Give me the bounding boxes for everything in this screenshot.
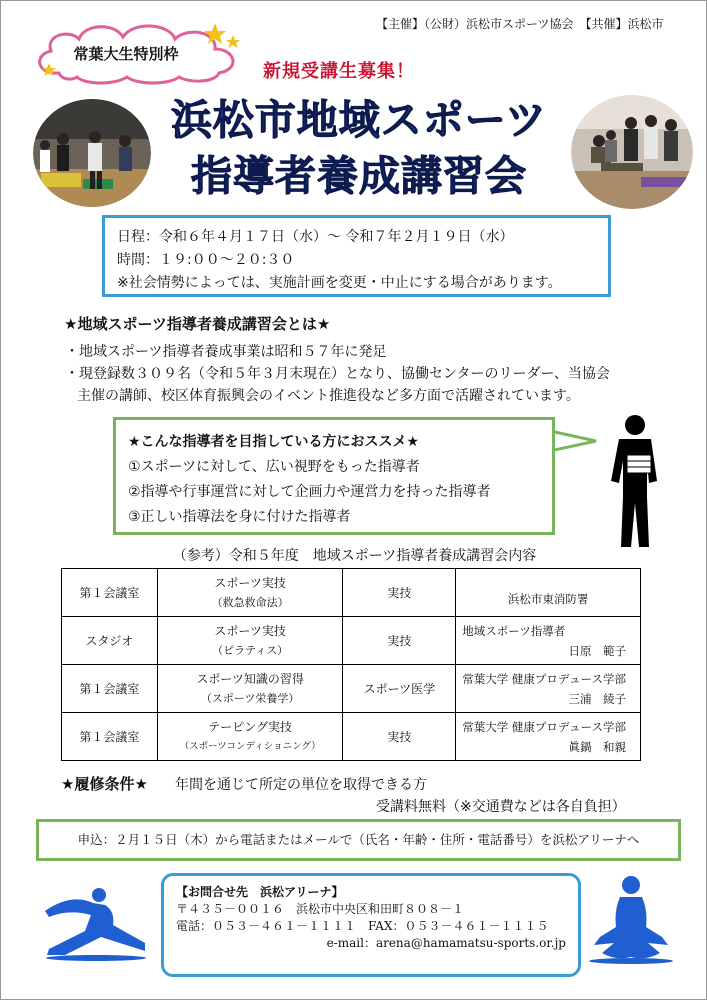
coach-silhouette-icon <box>597 411 669 551</box>
apply-box <box>36 819 681 861</box>
about-line: ・現登録数３０９名（令和５年３月末現在）となり、協働センターのリーダー、当協会 <box>65 366 610 382</box>
type-cell: 実技 <box>343 713 456 761</box>
instructor-name: 眞鍋 和親 <box>568 739 626 754</box>
topic-cell <box>157 617 343 665</box>
instructor-org: 常葉大学 健康プロデュース学部 <box>462 671 626 686</box>
table-row <box>62 665 641 713</box>
bubble-tail <box>550 427 598 455</box>
recruit-heading: 新規受講生募集！ <box>263 61 415 82</box>
requirements-text: 年間を通じて所定の単位を取得できる方 <box>175 777 427 793</box>
topic-text: スポーツ知識の習得 <box>196 671 304 686</box>
instructor-org: 常葉大学 健康プロデュース学部 <box>462 719 626 734</box>
topic-sub-text: （スポーツコンディショニング） <box>179 740 321 752</box>
recommend-item: ①スポーツに対して、広い視野をもった指導者 <box>128 459 420 475</box>
table-row <box>62 569 641 617</box>
schedule-time: 時間：１９:００～２０:３０ <box>117 252 295 268</box>
main-title-line1: 浜松市地域スポーツ <box>170 96 548 144</box>
topic-text: スポーツ実技 <box>214 623 286 638</box>
contact-heading: 【お問合せ先 浜松アリーナ】 <box>176 885 344 899</box>
room-cell: 第１会議室 <box>62 713 158 761</box>
training-photo-right <box>571 95 693 209</box>
room-cell: スタジオ <box>62 617 158 665</box>
about-body <box>65 341 675 407</box>
contact-email: e-mail：arena@hamamatsu-sports.or.jp <box>326 936 566 950</box>
requirements-heading: ★履修条件★ <box>61 775 148 793</box>
topic-text: テーピング実技 <box>208 719 293 734</box>
topic-sub-text: （スポーツ栄養学） <box>200 691 300 705</box>
about-line: ・地域スポーツ指導者養成事業は昭和５７年に発足 <box>65 344 387 360</box>
instructor-cell <box>456 713 641 761</box>
schedule-box <box>102 215 611 297</box>
star-icon <box>226 35 240 48</box>
topic-text: スポーツ実技 <box>214 575 286 590</box>
special-frame-label: 常葉大生特別枠 <box>73 45 179 63</box>
table-row <box>62 713 641 761</box>
schedule-note: ※社会情勢によっては、実施計画を変更・中止にする場合があります。 <box>117 275 562 291</box>
reference-heading: （参考）令和５年度 地域スポーツ指導者養成講習会内容 <box>172 548 537 564</box>
table-row <box>62 617 641 665</box>
about-line: 主催の講師、校区体育振興会のイベント推進役など多方面で活躍されています。 <box>77 388 580 404</box>
instructor-name: 浜松市東消防署 <box>507 591 589 606</box>
recommend-item: ②指導や行事運営に対して企画力や運営力を持った指導者 <box>128 484 491 500</box>
instructor-cell <box>456 569 641 617</box>
instructor-cell <box>456 617 641 665</box>
topic-cell <box>157 713 343 761</box>
instructor-name: 三浦 綾子 <box>568 691 626 706</box>
topic-cell <box>157 569 343 617</box>
course-table <box>61 568 641 761</box>
room-cell: 第１会議室 <box>62 665 158 713</box>
main-title-line2: 指導者養成講習会 <box>191 152 527 200</box>
contact-box <box>161 873 581 977</box>
instructor-org: 地域スポーツ指導者 <box>462 623 566 638</box>
instructor-name: 日原 範子 <box>568 643 626 658</box>
training-photo-left <box>33 99 151 207</box>
type-cell: スポーツ医学 <box>343 665 456 713</box>
schedule-date: 日程：令和６年４月１７日（水）～ 令和７年２月１９日（水） <box>117 229 514 245</box>
sponsors-line: 【主催】（公財）浜松市スポーツ協会 【共催】浜松市 <box>376 17 664 31</box>
instructor-cell <box>456 665 641 713</box>
recommend-item: ③正しい指導法を身に付けた指導者 <box>128 509 351 525</box>
apply-text: 申込：２月１５日（木）から電話またはメールで（氏名・年齢・住所・電話番号）を浜松アリーナへ <box>77 832 640 847</box>
contact-phone: 電話：０５３－４６１－１１１１ FAX：０５３－４６１－１１１５ <box>176 919 549 933</box>
contact-address: 〒４３５－００１６ 浜松市中央区和田町８０８－１ <box>176 902 465 916</box>
type-cell: 実技 <box>343 617 456 665</box>
recommend-heading: ★こんな指導者を目指している方におススメ★ <box>128 434 420 450</box>
topic-cell <box>157 665 343 713</box>
meditation-pose-icon <box>586 871 676 966</box>
recommend-bubble <box>113 417 555 535</box>
room-cell: 第１会議室 <box>62 569 158 617</box>
topic-sub-text: （救急救命法） <box>211 595 289 609</box>
type-cell: 実技 <box>343 569 456 617</box>
stretch-pose-icon <box>41 881 151 961</box>
fee-text: 受講料無料（※交通費などは各自負担） <box>376 799 626 815</box>
about-heading: ★地域スポーツ指導者養成講習会とは★ <box>64 315 331 333</box>
topic-sub-text: （ピラティス） <box>212 643 289 657</box>
